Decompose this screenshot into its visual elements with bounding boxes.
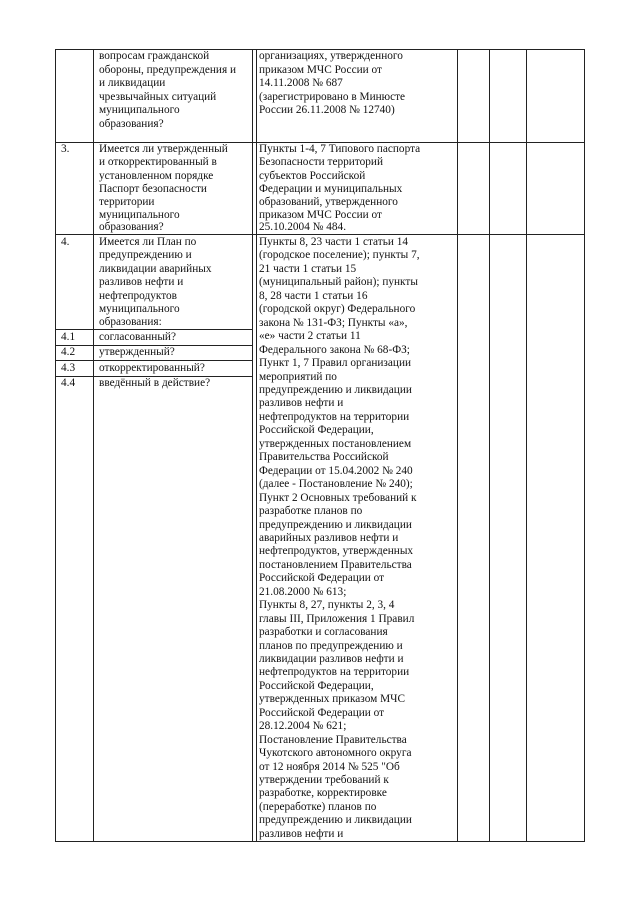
question-text: образования? <box>99 118 164 130</box>
question-text: и ликвидации <box>99 77 166 89</box>
legal-text: (городское поселение); пункты 7, <box>259 249 420 262</box>
legal-text: субъектов Российской <box>259 170 366 182</box>
legal-text: предупреждению и ликвидации <box>259 814 412 827</box>
legal-text: от 12 ноября 2014 № 525 "Об <box>259 760 400 773</box>
legal-text: Пункты 8, 23 части 1 статьи 14 <box>259 236 409 248</box>
col-border <box>93 49 94 842</box>
question-text: обороны, предупреждения и <box>99 64 237 76</box>
question-text: вопросам гражданской <box>99 50 210 62</box>
question-text: муниципального <box>99 104 180 116</box>
legal-text: предупреждению и ликвидации <box>259 518 412 531</box>
legal-text: постановлением Правительства <box>259 558 412 571</box>
question-text: и откорректированный в <box>99 156 217 168</box>
legal-text: Российской Федерации от <box>259 706 385 719</box>
legal-text: (далее - Постановление № 240); <box>259 478 413 491</box>
question-text: утвержденный? <box>99 346 175 358</box>
col-border <box>584 49 585 842</box>
legal-text: 14.11.2008 № 687 <box>259 77 343 89</box>
legal-text: мероприятий по <box>259 370 337 383</box>
question-text: предупреждению и <box>99 249 192 261</box>
legal-text: Правительства Российской <box>259 451 389 464</box>
legal-text: разработке планов по <box>259 505 363 517</box>
question-text: образования: <box>99 316 162 328</box>
legal-text: разливов нефти и <box>259 397 344 410</box>
legal-text: разработке, корректировке <box>259 787 387 800</box>
legal-text: Федерального закона № 68-ФЗ; <box>259 343 410 356</box>
question-text: образования? <box>99 221 164 233</box>
legal-text: Федерации от 15.04.2002 № 240 <box>259 464 413 477</box>
legal-text: Российской Федерации, <box>259 424 374 437</box>
legal-text: Федерации и муниципальных <box>259 183 403 195</box>
question-text: нефтепродуктов <box>99 290 177 302</box>
legal-text: Пункт 2 Основных требований к <box>259 491 417 504</box>
legal-text: Безопасности территорий <box>259 156 384 168</box>
question-text: установленном порядке <box>99 170 214 182</box>
question-text: откорректированный? <box>99 362 205 374</box>
legal-text: 21 части 1 статьи 15 <box>259 262 357 275</box>
legal-text: планов по предупреждению и <box>259 639 403 652</box>
legal-text: закона № 131-ФЗ; Пункты «а», <box>259 316 408 329</box>
question-text: Паспорт безопасности <box>99 183 207 195</box>
legal-text: Пункт 1, 7 Правил организации <box>259 357 412 370</box>
question-text: муниципального <box>99 209 180 221</box>
question-text: разливов нефти и <box>99 276 184 288</box>
row-number: 4. <box>61 236 70 248</box>
col-border <box>256 49 257 842</box>
row-number: 4.4 <box>61 377 76 389</box>
question-text: Имеется ли План по <box>99 236 197 248</box>
legal-text: Российской Федерации, <box>259 679 374 692</box>
legal-text: образований, утвержденного <box>259 196 398 208</box>
legal-text: 28.12.2004 № 621; <box>259 720 347 733</box>
legal-text: нефтепродуктов на территории <box>259 666 410 679</box>
legal-text: нефтепродуктов на территории <box>259 410 410 423</box>
question-text: чрезвычайных ситуаций <box>99 91 217 103</box>
legal-text: Пункты 1-4, 7 Типового паспорта <box>259 143 421 155</box>
question-text: ликвидации аварийных <box>99 263 212 275</box>
row-number: 4.3 <box>61 362 76 374</box>
legal-text: разливов нефти и <box>259 827 344 840</box>
legal-text: Пункты 8, 27, пункты 2, 3, 4 <box>259 599 395 612</box>
legal-text: приказом МЧС России от <box>259 209 382 221</box>
row-number: 4.1 <box>61 331 76 343</box>
legal-text: аварийных разливов нефти и <box>259 531 399 544</box>
row-border <box>55 360 252 361</box>
legal-text: утвержденных постановлением <box>259 437 412 450</box>
question-text: муниципального <box>99 303 180 315</box>
legal-text: (городской округ) Федерального <box>259 303 416 316</box>
legal-text: (переработке) планов по <box>259 800 377 813</box>
col-border <box>252 49 253 842</box>
question-text: согласованный? <box>99 331 176 343</box>
col-border <box>457 49 458 842</box>
legal-text: главы III, Приложения 1 Правил <box>259 612 415 625</box>
question-text: территории <box>99 196 155 208</box>
legal-text: предупреждению и ликвидации <box>259 383 412 396</box>
legal-text: организациях, утвержденного <box>259 50 403 62</box>
legal-text: (муниципальный район); пункты <box>259 276 418 289</box>
legal-text: 8, 28 части 1 статьи 16 <box>259 289 368 302</box>
legal-text: «е» части 2 статьи 11 <box>259 330 361 343</box>
legal-text: 25.10.2004 № 484. <box>259 221 347 233</box>
legal-text: нефтепродуктов, утвержденных <box>259 545 414 558</box>
legal-text: разработки и согласования <box>259 626 388 638</box>
legal-text: России 26.11.2008 № 12740) <box>259 104 395 116</box>
col-border <box>489 49 490 842</box>
legal-text: Постановление Правительства <box>259 733 407 746</box>
question-text: введённый в действие? <box>99 377 211 389</box>
legal-text: (зарегистрировано в Минюсте <box>259 91 406 103</box>
col-border <box>55 49 56 842</box>
legal-text: 21.08.2000 № 613; <box>259 585 347 598</box>
question-text: Имеется ли утвержденный <box>99 143 228 155</box>
row-number: 4.2 <box>61 346 76 358</box>
col-border <box>526 49 527 842</box>
row-number: 3. <box>61 143 70 155</box>
legal-text: приказом МЧС России от <box>259 64 382 76</box>
legal-text: Российской Федерации от <box>259 572 385 585</box>
legal-text: ликвидации разливов нефти и <box>259 653 404 665</box>
legal-text: утвержденных приказом МЧС <box>259 693 406 706</box>
legal-text: Чукотского автономного округа <box>259 747 412 760</box>
legal-text: утверждении требований к <box>259 774 389 786</box>
